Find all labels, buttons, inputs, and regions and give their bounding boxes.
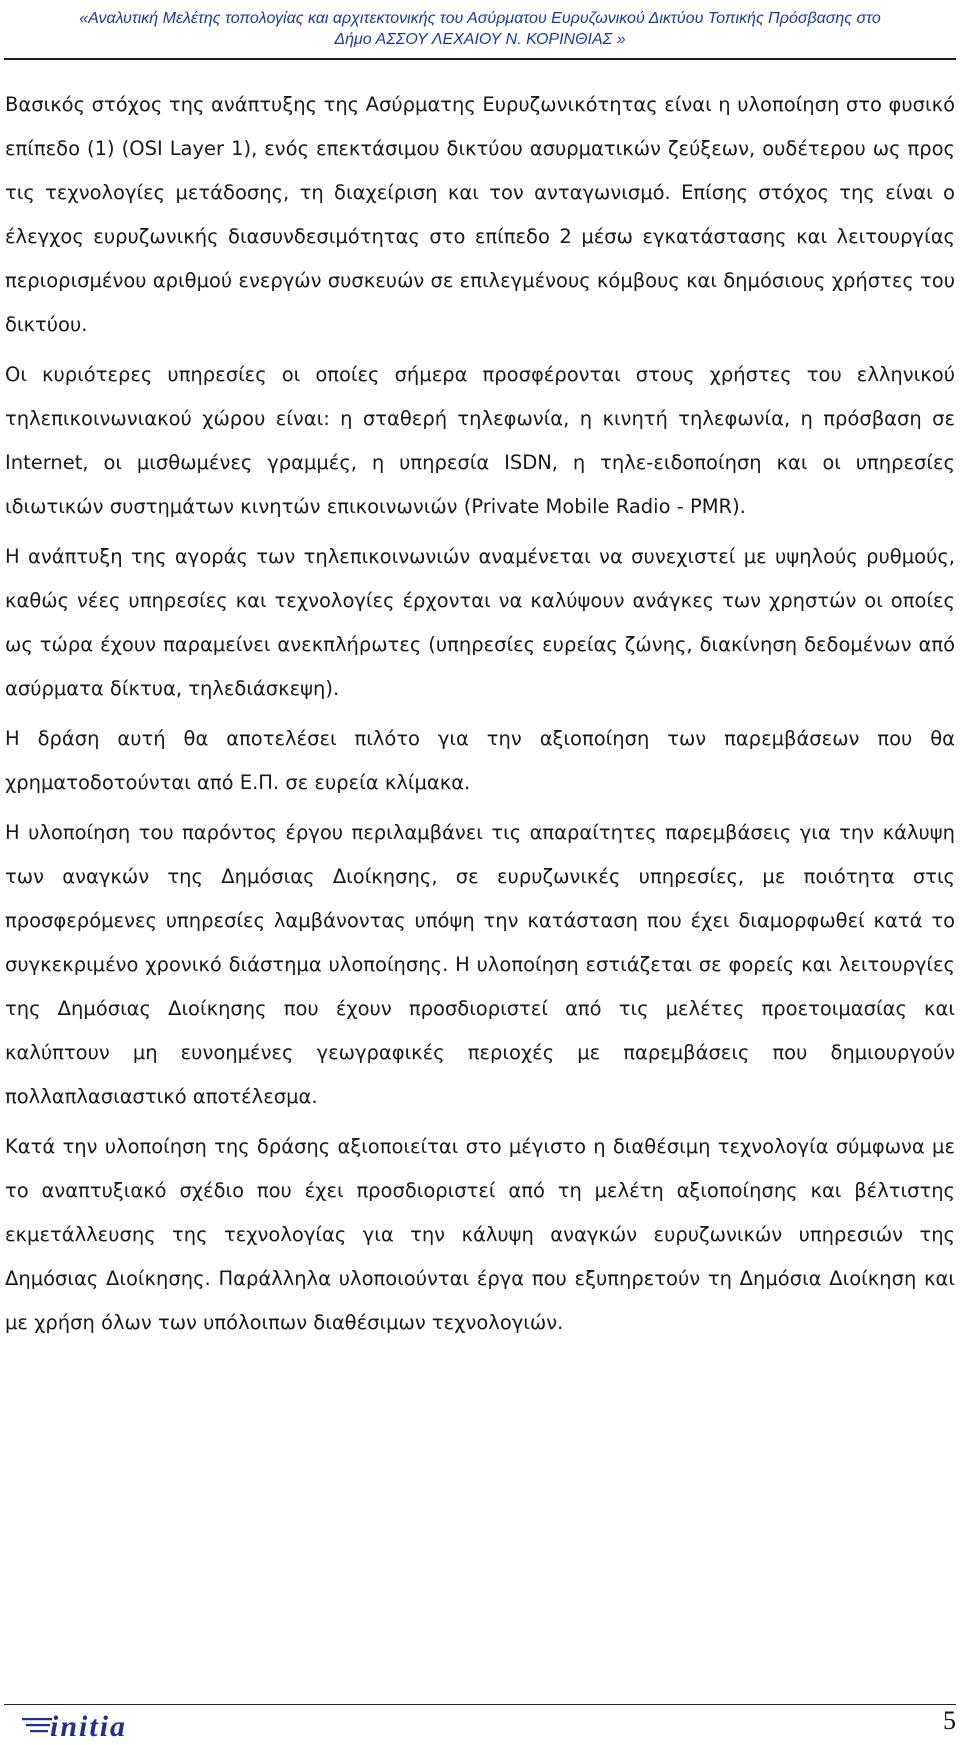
paragraph: Η υλοποίηση του παρόντος έργου περιλαμβάνει τις απαραίτητες παρεμβάσεις για την κάλυψη των αναγκών της Δημόσιας Διοίκησης, σε ευρυζωνικές υπηρεσίες, με ποιότητα στις προσφερόμενες υπηρεσίες λαμβάνοντας υπόψη την κατάσταση που έχει διαμορφωθεί κατά το συγκεκριμένο χρονικό διάστημα υλοποίησης. Η υλοποίηση εστιάζεται σε φορείς και λειτουργίες της Δημόσιας Διοίκησης που έχουν προσδιοριστεί από τις μελέτες προετοιμασίας και καλύπτουν μη ευνοημένες γεωγραφικές περιοχές με παρεμβάσεις που δημιουργούν πολλαπλασιαστικό αποτέλεσμα. <box>5 821 955 1108</box>
footer-divider <box>4 1704 956 1705</box>
paragraph: Οι κυριότερες υπηρεσίες οι οποίες σήμερα προσφέρονται στους χρήστες του ελληνικού τηλεπικοινωνιακού χώρου είναι: η σταθερή τηλεφωνία, η κινητή τηλεφωνία, η πρόσβαση σε Internet, οι μισθωμένες γραμμές, η υπηρεσία ISDN, η τηλε-ειδοποίηση και οι υπηρεσίες ιδιωτικών συστημάτων κινητών επικοινωνιών (Private Mobile Radio - PMR). <box>5 363 955 518</box>
logo-speed-line <box>30 1730 48 1732</box>
logo-wordmark: initia <box>50 1711 128 1739</box>
body-text <box>5 83 955 1351</box>
header-divider <box>4 58 956 60</box>
header-line-2: Δήμο ΑΣΣΟΥ ΛΕΧΑΙΟΥ Ν. ΚΟΡΙΝΘΙΑΣ » <box>334 31 626 48</box>
page-number: 5 <box>943 1706 956 1735</box>
initia-logo <box>22 1711 187 1739</box>
paragraph: Βασικός στόχος της ανάπτυξης της Ασύρματης Ευρυζωνικότητας είναι η υλοποίηση στο φυσικό επίπεδο (1) (OSI Layer 1), ενός επεκτάσιμου δικτύου ασυρματικών ζεύξεων, ουδέτερου ως προς τις τεχνολογίες μετάδοσης, τη διαχείριση και τον ανταγωνισμό. Επίσης στόχος της είναι ο έλεγχος ευρυζωνικής διασυνδεσιμότητας στο επίπεδο 2 μέσω εγκατάστασης και λειτουργίας περιορισμένου αριθμού ενεργών συσκευών σε επιλεγμένους κόμβους και δημόσιους χρήστες του δικτύου. <box>5 93 955 336</box>
logo-speed-line <box>22 1718 52 1720</box>
paragraph: Η ανάπτυξη της αγοράς των τηλεπικοινωνιών αναμένεται να συνεχιστεί με υψηλούς ρυθμούς, καθώς νέες υπηρεσίες και τεχνολογίες έρχονται να καλύψουν ανάγκες των χρηστών οι οποίες ως τώρα έχουν παραμείνει ανεκπλήρωτες (υπηρεσίες ευρείας ζώνης, διακίνηση δεδομένων από ασύρματα δίκτυα, τηλεδιάσκεψη). <box>5 545 955 700</box>
running-header <box>0 8 960 50</box>
paragraph: Η δράση αυτή θα αποτελέσει πιλότο για την αξιοποίηση των παρεμβάσεων που θα χρηματοδοτούνται από Ε.Π. σε ευρεία κλίμακα. <box>5 727 955 794</box>
paragraph: Κατά την υλοποίηση της δράσης αξιοποιείται στο μέγιστο η διαθέσιμη τεχνολογία σύμφωνα με το αναπτυξιακό σχέδιο που έχει προσδιοριστεί από τη μελέτη αξιοποίησης και βέλτιστης εκμετάλλευσης της τεχνολογίας για την κάλυψη αναγκών ευρυζωνικών υπηρεσιών της Δημόσιας Διοίκησης. Παράλληλα υλοποιούνται έργα που εξυπηρετούν τη Δημόσια Διοίκηση και με χρήση όλων των υπόλοιπων διαθέσιμων τεχνολογιών. <box>5 1135 955 1334</box>
logo-speed-line <box>26 1724 50 1726</box>
header-line-1: «Αναλυτική Μελέτης τοπολογίας και αρχιτεκτονικής του Ασύρματου Ευρυζωνικού Δικτύου Τοπικής Πρόσβασης στο <box>79 10 881 27</box>
